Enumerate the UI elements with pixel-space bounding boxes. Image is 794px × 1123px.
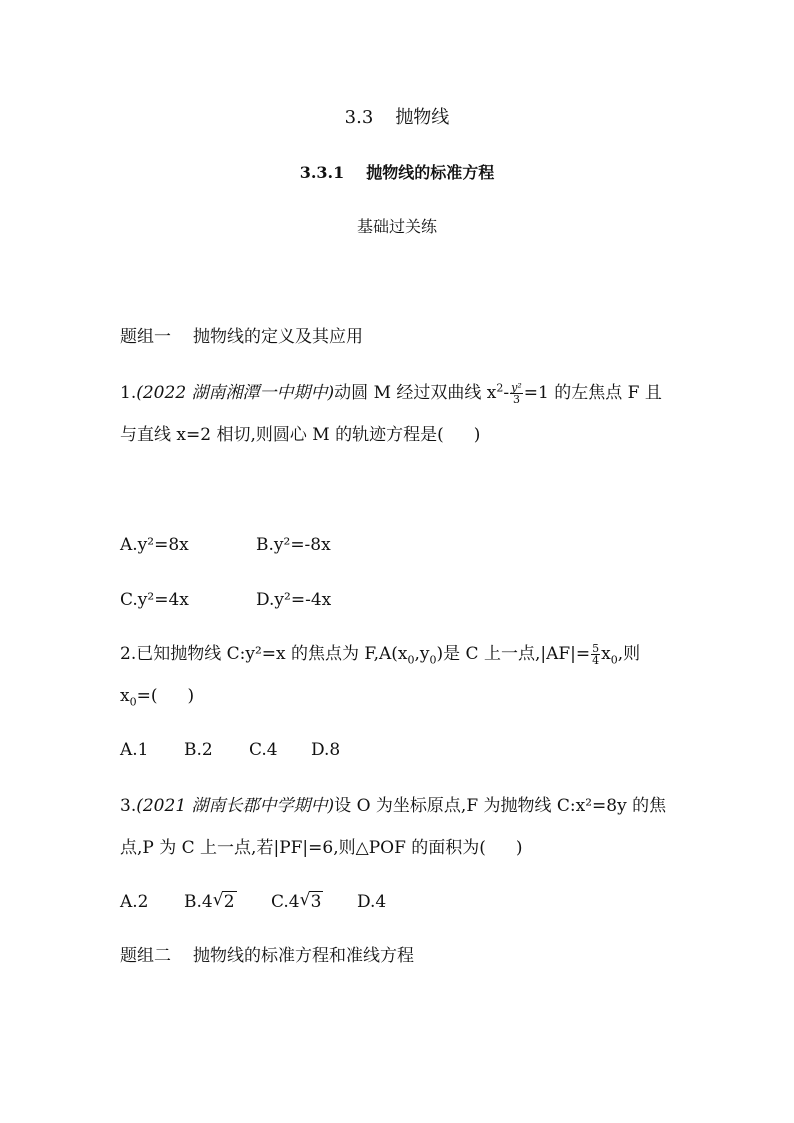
question-number: 3.	[120, 796, 137, 816]
square-root: √ 2	[212, 890, 235, 912]
page-subtitle: 基础过关练	[356, 217, 437, 236]
chapter-title: 抛物线	[395, 107, 450, 128]
option-d: D.8	[311, 740, 341, 760]
question-text: =(	[136, 686, 158, 706]
section-number: 3.3.1	[299, 163, 345, 182]
fraction-numerator: y²	[511, 381, 522, 394]
group-title: 抛物线的标准方程和准线方程	[193, 946, 414, 966]
question-text: 已知抛物线 C:y²=x 的焦点为 F,A(x	[136, 644, 408, 664]
group-label: 题组二	[120, 946, 171, 966]
question-2-line-1: 2.已知抛物线 C:y²=x 的焦点为 $F,A(x_0,y_0)$是 C 上一点,|AF|= $\frac{5}{4}$ $x_0$,则	[120, 642, 641, 667]
radicand: 2	[223, 892, 235, 912]
fraction	[591, 643, 600, 666]
question-1-line-1: 1.(2022 湖南湘潭一中期中)动圆 M 经过双曲线 $x^2-$ $\frac{\text{y²}}{3}$ =1 的左焦点 F 且	[120, 381, 662, 406]
close-paren: )	[473, 425, 481, 445]
question-text: 设 O 为坐标原点,F 为抛物线 C:x²=8y 的焦	[334, 796, 667, 816]
option-c	[271, 891, 323, 913]
radicand: 3	[310, 892, 322, 912]
group-heading-1	[120, 326, 363, 348]
question-number: 1.	[120, 383, 137, 403]
option-c: C.y²=4x	[120, 590, 189, 610]
fraction-denominator: 3	[512, 393, 520, 406]
group-label: 题组一	[120, 327, 171, 347]
section-heading	[0, 162, 794, 184]
question-number: 2.	[120, 644, 137, 664]
option-d: D.y²=-4x	[256, 590, 332, 610]
option-b: B.2	[184, 740, 213, 760]
question-3-line-1	[120, 795, 666, 817]
option-prefix: C.4	[271, 892, 300, 912]
option-prefix: B.4	[184, 892, 213, 912]
question-text: 动圆 M 经过双曲线 x	[334, 383, 497, 403]
chapter-heading	[0, 107, 794, 129]
question-1-line-2	[120, 424, 480, 446]
option-a: A.1	[120, 740, 149, 760]
option-d: D.4	[357, 892, 387, 912]
question-3-line-2	[120, 837, 523, 859]
question-text: 与直线 x=2 相切,则圆心 M 的轨迹方程是(	[120, 425, 444, 445]
question-text: =1 的左焦点 F 且	[523, 383, 662, 403]
question-2-line-2: $x_0=$( )	[120, 686, 195, 709]
question-text: ,则	[617, 644, 641, 664]
question-text: 点,P 为 C 上一点,若|PF|=6,则△POF 的面积为(	[120, 838, 486, 858]
option-b: B.y²=-8x	[256, 535, 331, 555]
option-a: A.2	[120, 892, 149, 912]
option-c: C.4	[249, 740, 278, 760]
close-paren: )	[515, 838, 523, 858]
square-root: √ 3	[299, 890, 322, 912]
fraction	[510, 382, 523, 405]
close-paren: )	[187, 686, 195, 706]
option-a: A.y²=8x	[120, 535, 189, 555]
question-source: (2022 湖南湘潭一中期中)	[136, 383, 335, 403]
fraction-numerator: 5	[592, 642, 600, 655]
question-text: 是 C 上一点,|AF|=	[443, 644, 591, 664]
question-text: x	[120, 686, 130, 706]
section-title: 抛物线的标准方程	[366, 163, 495, 182]
chapter-number: 3.3	[344, 107, 374, 128]
option-b	[184, 891, 237, 913]
question-source: (2021 湖南长郡中学期中)	[136, 796, 335, 816]
fraction-denominator: 4	[592, 654, 600, 667]
group-title: 抛物线的定义及其应用	[193, 327, 363, 347]
group-heading-2	[120, 945, 414, 967]
